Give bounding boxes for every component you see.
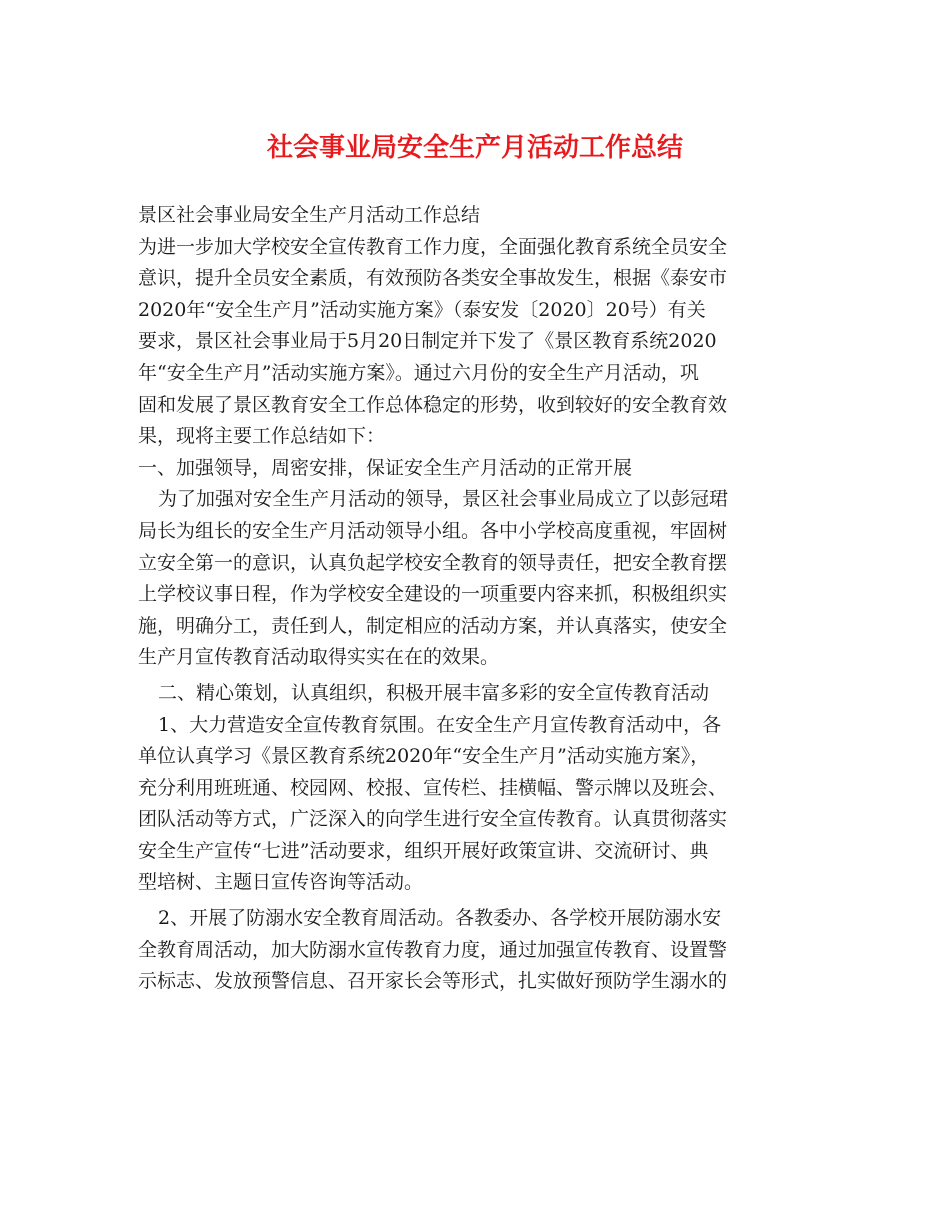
paragraph-line: 要求，景区社会事业局于5月20日制定并下发了《景区教育系统2020 [138, 330, 717, 353]
paragraph-line: 安全生产宣传“七进”活动要求，组织开展好政策宣讲、交流研讨、典 [138, 839, 709, 862]
paragraph-line: 施，明确分工，责任到人，制定相应的活动方案，并认真落实，使安全 [138, 614, 728, 637]
paragraph-line: 型培树、主题日宣传咨询等活动。 [138, 871, 424, 894]
paragraph-line: 2、开展了防溺水安全教育周活动。各教委办、各学校开展防溺水安 [158, 907, 722, 930]
paragraph-line: 2020年“安全生产月”活动实施方案》（泰安发〔2020〕20号）有关 [138, 298, 706, 321]
section-heading: 一、加强领导，周密安排，保证安全生产月活动的正常开展 [138, 456, 633, 479]
paragraph-line: 为进一步加大学校安全宣传教育工作力度，全面强化教育系统全员安全 [138, 235, 728, 258]
document-title: 社会事业局安全生产月活动工作总结 [266, 133, 683, 163]
paragraph-line: 全教育周活动，加大防溺水宣传教育力度，通过加强宣传教育、设置警 [138, 938, 728, 961]
paragraph-line: 团队活动等方式，广泛深入的向学生进行安全宣传教育。认真贯彻落实 [138, 808, 728, 831]
section-heading: 二、精心策划，认真组织，积极开展丰富多彩的安全宣传教育活动 [158, 681, 710, 704]
paragraph-line: 1、大力营造安全宣传教育氛围。在安全生产月宣传教育活动中，各 [158, 713, 722, 736]
paragraph-line: 年“安全生产月”活动实施方案》。通过六月份的安全生产月活动，巩 [138, 361, 699, 384]
paragraph-line: 立安全第一的意识，认真负起学校安全教育的领导责任，把安全教育摆 [138, 551, 728, 574]
paragraph-line: 局长为组长的安全生产月活动领导小组。各中小学校高度重视，牢固树 [138, 519, 728, 542]
paragraph-line: 生产月宣传教育活动取得实实在在的效果。 [138, 646, 500, 669]
paragraph-line: 意识，提升全员安全素质，有效预防各类安全事故发生，根据《泰安市 [138, 267, 728, 290]
paragraph-line: 果，现将主要工作总结如下： [138, 425, 386, 448]
paragraph-line: 示标志、发放预警信息、召开家长会等形式，扎实做好预防学生溺水的 [138, 970, 728, 993]
document-body [138, 200, 818, 998]
paragraph-line: 为了加强对安全生产月活动的领导，景区社会事业局成立了以彭冠珺 [158, 488, 729, 511]
paragraph-line: 单位认真学习《景区教育系统2020年“安全生产月”活动实施方案》， [138, 745, 710, 768]
paragraph-line: 固和发展了景区教育安全工作总体稳定的形势，收到较好的安全教育效 [138, 393, 728, 416]
subtitle-line: 景区社会事业局安全生产月活动工作总结 [138, 204, 481, 226]
paragraph-line: 上学校议事日程，作为学校安全建设的一项重要内容来抓，积极组织实 [138, 583, 728, 606]
paragraph-line: 充分利用班班通、校园网、校报、宣传栏、挂横幅、警示牌以及班会、 [138, 776, 728, 799]
